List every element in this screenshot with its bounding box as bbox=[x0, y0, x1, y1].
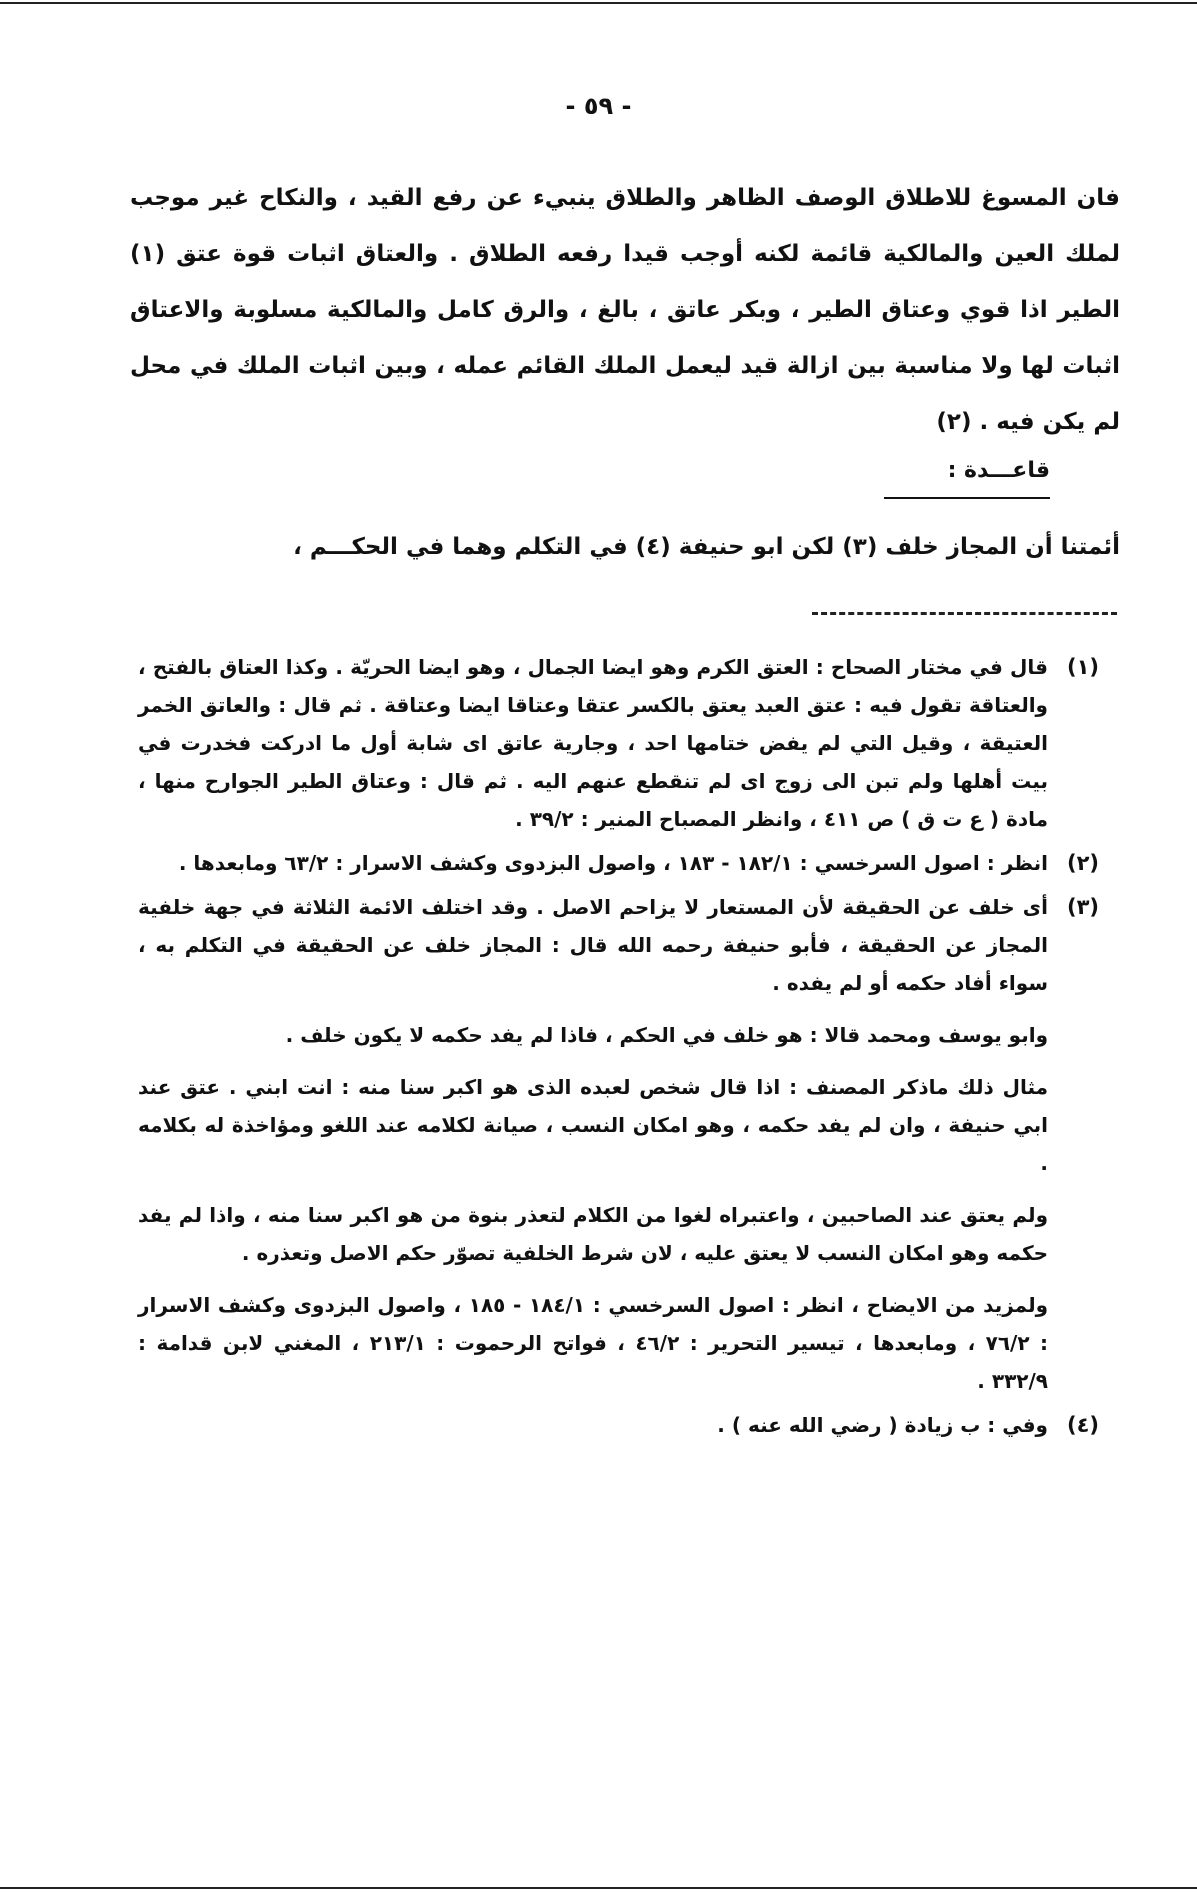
footnote-paragraph: ولم يعتق عند الصاحبين ، واعتبراه لغوا من الكلام لتعذر بنوة من هو اكبر سنا منه ، واذا لم يفد حكمه وهو امكان النسب لا يعتق عليه ، لان شرط الخلفية تصوّر حكم الاصل وتعذره . bbox=[138, 1203, 1048, 1265]
page-number: - ٥٩ - bbox=[565, 92, 632, 120]
footnotes bbox=[138, 648, 1118, 1450]
rule-text: أئمتنا أن المجاز خلف (٣) لكن ابو حنيفة (٤) في التكلم وهما في الحكـــم ، bbox=[293, 534, 1120, 560]
footnote-paragraph: وفي : ب زيادة ( رضي الله عنه ) . bbox=[717, 1413, 1048, 1437]
footnote-body bbox=[138, 1406, 1048, 1450]
footnote-paragraph: مثال ذلك ماذكر المصنف : اذا قال شخص لعبده الذى هو اكبر سنا منه : انت ابني . عتق عند ابي حنيفة ، وان لم يفد حكمه ، وهو امكان النسب ، صيانة لكلامه عند اللغو ومؤاخذة له بكلامه . bbox=[138, 1075, 1048, 1175]
top-border bbox=[0, 2, 1197, 4]
footnote-paragraph: قال في مختار الصحاح : العتق الكرم وهو ايضا الجمال ، وهو ايضا الحريّة . وكذا العتاق بالفتح ، والعتاقة تقول فيه : عتق العبد يعتق بالكسر عتقا وعتاقا ايضا وعتاقة . ثم قال : والعاتق الخمر العتيقة ، وقيل التي لم يفض ختامها احد ، وجارية عاتق اى شابة أول ما ادركت فخدرت في بيت أهلها ولم تبن الى زوج اى لم تنقطع عنهم اليه . ثم قال : وعتاق الطير الجوارح منها ، مادة ( ع ت ق ) ص ٤١١ ، وانظر المصباح المنير : ٣٩/٢ . bbox=[138, 655, 1048, 831]
footnote-4 bbox=[138, 1406, 1118, 1450]
footnote-2 bbox=[138, 844, 1118, 888]
footnote-marker: (٢) bbox=[1066, 851, 1100, 875]
footnote-body bbox=[138, 844, 1048, 888]
footnote-marker: (٣) bbox=[1066, 895, 1100, 919]
footnote-3 bbox=[138, 888, 1118, 1406]
footnote-body bbox=[138, 648, 1048, 844]
footnote-1 bbox=[138, 648, 1118, 844]
footnote-marker: (٤) bbox=[1066, 1413, 1100, 1437]
footnote-separator bbox=[812, 612, 1117, 615]
main-body bbox=[130, 170, 1120, 450]
main-paragraph: فان المسوغ للاطلاق الوصف الظاهر والطلاق ينبيء عن رفع القيد ، والنكاح غير موجب لملك العين والمالكية قائمة لكنه أوجب قيدا رفعه الطلاق . والعتاق اثبات قوة عتق (١) الطير اذا قوي وعتاق الطير ، وبكر عاتق ، بالغ ، والرق كامل والمالكية مسلوبة والاعتاق اثبات لها ولا مناسبة بين ازالة قيد ليعمل الملك القائم عمله ، وبين اثبات الملك في محل لم يكن فيه . (٢) bbox=[130, 185, 1120, 435]
footnote-body bbox=[138, 888, 1048, 1406]
section-heading: قاعـــدة : bbox=[947, 458, 1050, 483]
heading-underline bbox=[884, 497, 1050, 499]
footnote-paragraph: أى خلف عن الحقيقة لأن المستعار لا يزاحم الاصل . وقد اختلف الائمة الثلاثة في جهة خلفية المجاز عن الحقيقة ، فأبو حنيفة رحمه الله قال : المجاز خلف عن الحقيقة في التكلم به ، سواء أفاد حكمه أو لم يفده . bbox=[138, 895, 1048, 995]
footnote-paragraph: وابو يوسف ومحمد قالا : هو خلف في الحكم ، فاذا لم يفد حكمه لا يكون خلف . bbox=[285, 1023, 1048, 1047]
bottom-border bbox=[0, 1887, 1197, 1889]
footnote-marker: (١) bbox=[1066, 655, 1100, 679]
footnote-paragraph: انظر : اصول السرخسي : ١٨٢/١ - ١٨٣ ، واصول البزدوى وكشف الاسرار : ٦٣/٢ ومابعدها . bbox=[178, 851, 1048, 875]
footnote-paragraph: ولمزيد من الايضاح ، انظر : اصول السرخسي : ١٨٤/١ - ١٨٥ ، واصول البزدوى وكشف الاسرار : ٧٦/٢ ، ومابعدها ، تيسير التحرير : ٤٦/٢ ، فواتح الرحموت : ٢١٣/١ ، المغني لابن قدامة : ٣٣٢/٩ . bbox=[138, 1293, 1049, 1393]
